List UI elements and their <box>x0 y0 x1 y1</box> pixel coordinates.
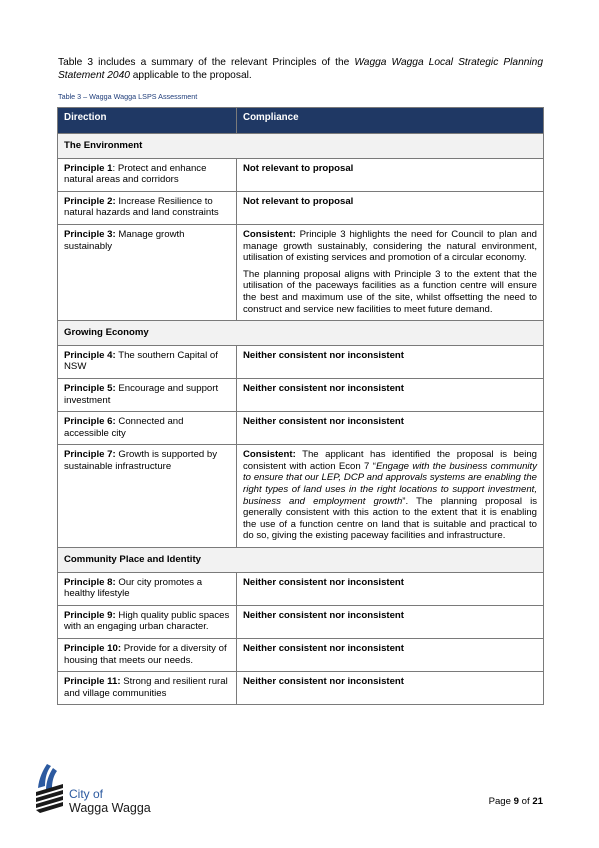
principle-label: Principle 11: <box>64 676 121 688</box>
principle-desc: Strong and resilient rural and village communities <box>64 676 228 699</box>
compliance-status: Neither consistent nor inconsistent <box>243 416 404 428</box>
direction-cell <box>58 605 237 638</box>
table-row <box>58 158 544 191</box>
table-row <box>58 572 544 605</box>
table-row <box>58 412 544 445</box>
table-row <box>58 378 544 411</box>
principle-label: Principle 6: <box>64 416 116 428</box>
table-row <box>58 224 544 320</box>
section-environment: The Environment <box>58 134 544 159</box>
direction-cell <box>58 672 237 705</box>
direction-cell <box>58 345 237 378</box>
compliance-cell <box>237 572 544 605</box>
compliance-paragraph: The planning proposal aligns with Principle 3 to the extent that the utilisation of the paceways facilities as a function centre will ensure the best and maximum use of the site, whilst offsetting the need to construct and service new facilities to meet future demand. <box>243 268 537 315</box>
compliance-paragraph <box>243 229 537 264</box>
principle-desc: Connected and accessible city <box>64 416 184 439</box>
compliance-cell <box>237 158 544 191</box>
direction-cell <box>58 445 237 548</box>
principle-desc: Our city promotes a healthy lifestyle <box>64 576 203 600</box>
table-caption: Table 3 – Wagga Wagga LSPS Assessment <box>58 92 198 101</box>
principle-desc: The southern Capital of NSW <box>64 349 218 373</box>
principle-label: Principle 10: <box>64 643 122 654</box>
compliance-cell <box>237 191 544 224</box>
lsps-assessment-table <box>57 107 544 705</box>
direction-cell <box>58 378 237 411</box>
compliance-status: Neither consistent nor inconsistent <box>243 609 404 621</box>
principle-desc: Manage growth sustainably <box>64 228 185 252</box>
compliance-cell <box>237 345 544 378</box>
page-current: 9 <box>513 796 519 807</box>
logo-text-city-of: City of <box>69 787 104 801</box>
compliance-status: Neither consistent nor inconsistent <box>243 576 404 588</box>
header-compliance: Compliance <box>237 108 544 134</box>
table-row <box>58 639 544 672</box>
direction-cell <box>58 191 237 224</box>
header-direction: Direction <box>58 108 237 134</box>
compliance-cell <box>237 412 544 445</box>
compliance-cell <box>237 672 544 705</box>
principle-desc: Encourage and support investment <box>64 382 219 406</box>
direction-cell <box>58 158 237 191</box>
principle-label: Principle 8: <box>64 576 116 588</box>
table-row <box>58 445 544 548</box>
intro-text-end: applicable to the proposal. <box>129 70 252 81</box>
compliance-status: Neither consistent nor inconsistent <box>243 349 404 361</box>
page-of: of <box>518 796 533 807</box>
table-row <box>58 345 544 378</box>
direction-cell <box>58 412 237 445</box>
section-row <box>58 134 544 159</box>
direction-cell <box>58 224 237 320</box>
table-row <box>58 605 544 638</box>
principle-label: Principle 2: <box>64 195 116 207</box>
compliance-text: Principle 3 highlights the need for Council to plan and manage growth sustainably, considering the natural environment, utilisation of existing services and promotion of a circular economy. <box>243 228 537 264</box>
principle-label: Principle 7: <box>64 449 116 461</box>
principle-desc: Growth is supported by sustainable infrastructure <box>64 449 218 472</box>
principle-sep: : <box>112 162 116 174</box>
table-header-row <box>58 108 544 134</box>
section-row <box>58 548 544 573</box>
principle-label: Principle 4: <box>64 349 116 361</box>
compliance-status: Consistent: <box>243 449 296 461</box>
compliance-cell <box>237 605 544 638</box>
section-economy: Growing Economy <box>58 321 544 346</box>
compliance-status: Neither consistent nor inconsistent <box>243 676 404 688</box>
compliance-quote: Engage with the business community to ensure that our LEP, DCP and approvals systems are enabling the right types of land uses in the right locations to support investment, business and employment growth <box>243 460 537 507</box>
principle-desc: Protect and enhance natural areas and corridors <box>64 162 207 186</box>
compliance-status: Neither consistent nor inconsistent <box>243 382 404 394</box>
direction-cell <box>58 572 237 605</box>
compliance-status: Neither consistent nor inconsistent <box>243 643 404 654</box>
direction-cell <box>58 639 237 672</box>
page-number <box>489 796 543 807</box>
compliance-cell <box>237 639 544 672</box>
section-community: Community Place and Identity <box>58 548 544 573</box>
compliance-cell <box>237 378 544 411</box>
compliance-text: The applicant has identified the proposal is being consistent with action Econ 7 “ <box>243 449 537 472</box>
compliance-status: Consistent: <box>243 228 296 240</box>
table-row <box>58 191 544 224</box>
principle-desc: Increase Resilience to natural hazards and land constraints <box>64 195 219 219</box>
compliance-text-end: ”. The planning proposal is generally consistent with this action to the extent that it is enabling the use of a function centre on land that is suitable and practical to do so, giving the existing paceway facilities and infrastructure. <box>243 495 538 542</box>
compliance-status: Not relevant to proposal <box>243 162 354 174</box>
logo-text-wagga-wagga: Wagga Wagga <box>69 801 151 815</box>
intro-paragraph <box>58 56 543 82</box>
principle-desc: Provide for a diversity of housing that meets our needs. <box>64 643 227 666</box>
section-row <box>58 321 544 346</box>
intro-text: Table 3 includes a summary of the relevant Principles of the <box>58 57 355 68</box>
principle-label: Principle 9: <box>64 609 116 621</box>
compliance-cell <box>237 445 544 548</box>
compliance-paragraph <box>243 449 537 542</box>
principle-desc: High quality public spaces with an engaging urban character. <box>64 609 230 633</box>
table-row <box>58 672 544 705</box>
principle-label: Principle 3: <box>64 228 116 240</box>
principle-label: Principle 1 <box>64 162 113 174</box>
page-prefix: Page <box>488 796 514 807</box>
page-total: 21 <box>532 796 543 807</box>
compliance-status: Not relevant to proposal <box>243 195 354 207</box>
principle-label: Principle 5: <box>64 382 116 394</box>
compliance-cell <box>237 224 544 320</box>
intro-document-title: Wagga Wagga Local Strategic Planning Statement 2040 <box>58 57 544 81</box>
